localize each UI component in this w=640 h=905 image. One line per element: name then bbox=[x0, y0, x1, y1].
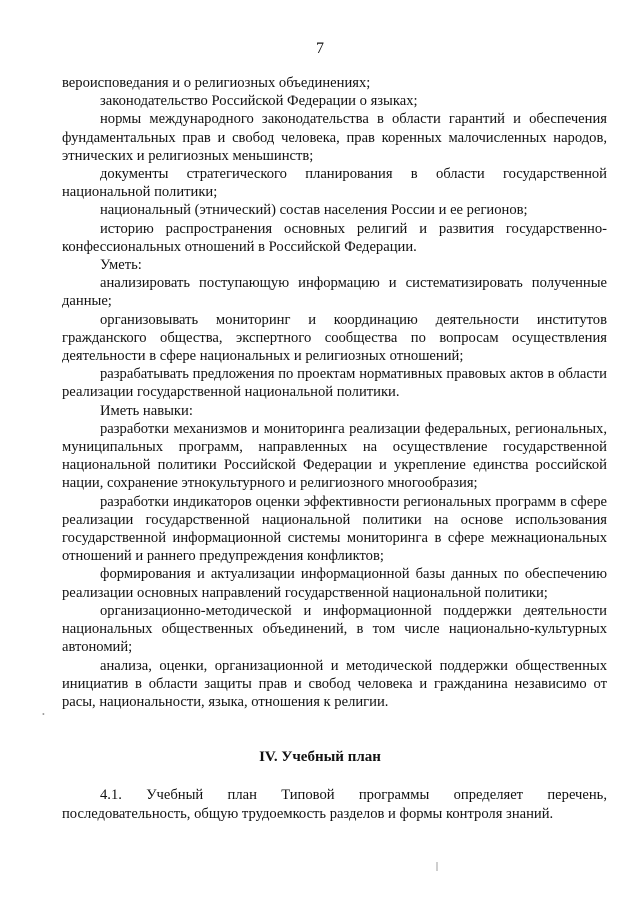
paragraph-public-initiatives: анализа, оценки, организационной и методической поддержки общественных инициатив в области защиты прав и свобод человека и гражданина независимо от расы, национальности, языка, отношения к религии. bbox=[62, 657, 607, 710]
scan-artifact-line bbox=[436, 862, 438, 871]
subheading-skills: Уметь: bbox=[100, 257, 142, 274]
paragraph-ethnic-composition: национальный (этнический) состав населения России и ее регионов; bbox=[100, 202, 528, 219]
paragraph-religion-history: историю распространения основных религий и развития государственно-конфессиональных отношений в Российской Федерации. bbox=[62, 220, 607, 255]
paragraph-develop-proposals: разрабатывать предложения по проектам нормативных правовых актов в области реализации государственной национальной политики. bbox=[62, 366, 607, 401]
scan-artifact-mark: • bbox=[42, 710, 45, 719]
paragraph-database-formation: формирования и актуализации информационной базы данных по обеспечению реализации основных направлений государственной национальной политики; bbox=[62, 566, 607, 601]
page-number: 7 bbox=[316, 40, 324, 57]
paragraph-organize-monitoring: организовывать мониторинг и координацию деятельности институтов гражданского общества, экспертного сообщества по вопросам осуществления деятельности в сфере национальных и религиозных отношений; bbox=[62, 311, 607, 365]
paragraph-methodological-support: организационно-методической и информационной поддержки деятельности национальных общественных объединений, в том числе национально-культурных автономий; bbox=[62, 602, 607, 656]
paragraph-strategic-planning: документы стратегического планирования в области государственной национальной политики; bbox=[62, 166, 607, 201]
section-text bbox=[62, 786, 607, 823]
paragraph-religion-continuation: вероисповедания и о религиозных объединениях; bbox=[62, 75, 371, 91]
paragraph-curriculum: 4.1. Учебный план Типовой программы определяет перечень, последовательность, общую трудоемкость разделов и формы контроля знаний. bbox=[62, 787, 607, 822]
paragraph-international-law: нормы международного законодательства в области гарантий и обеспечения фундаментальных прав и свобод человека, прав коренных малочисленных народов, этнических и религиозных меньшинств; bbox=[62, 111, 607, 164]
paragraph-develop-indicators: разработки индикаторов оценки эффективности региональных программ в сфере реализации государственной национальной политики на основе использования государственной информационной системы мониторинга в сфере межнациональных отношений и раннего предупреждения конфликтов; bbox=[62, 493, 607, 565]
paragraph-analyze-information: анализировать поступающую информацию и систематизировать полученные данные; bbox=[62, 275, 607, 310]
paragraph-develop-mechanisms: разработки механизмов и мониторинга реализации федеральных, региональных, муниципальных программ, направленных на осуществление государственной национальной политики Российской Федерации и укрепление единства российской нации, сохранение этнокультурного и религиозного многообразия; bbox=[62, 420, 607, 492]
subheading-abilities: Иметь навыки: bbox=[100, 402, 193, 419]
body-text bbox=[62, 74, 607, 711]
section-heading: IV. Учебный план bbox=[259, 749, 381, 765]
paragraph-language-law: законодательство Российской Федерации о языках; bbox=[100, 93, 418, 110]
